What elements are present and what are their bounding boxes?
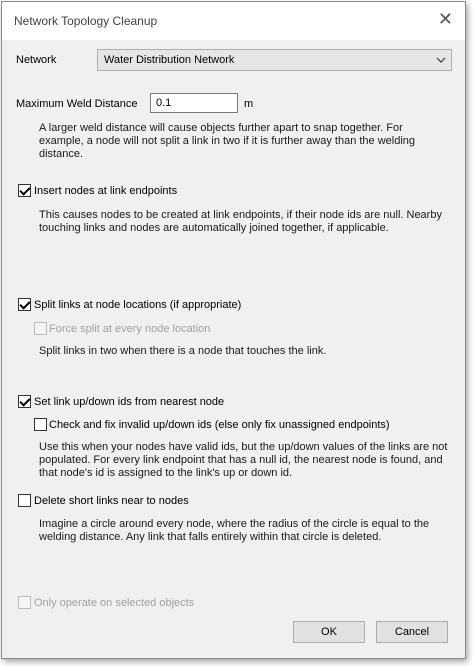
weld-description-line: A larger weld distance will cause objects further apart to snap together. For	[39, 122, 403, 134]
split-links-checkbox[interactable]	[18, 298, 31, 311]
chevron-down-icon	[436, 52, 446, 71]
check-fix-ids-checkbox[interactable]	[34, 418, 47, 431]
split-links-label[interactable]: Split links at node locations (if appropriate)	[34, 299, 242, 311]
insert-nodes-description-line: This causes nodes to be created at link endpoints, if their node ids are null. Nearby	[39, 209, 442, 221]
title-bar	[2, 2, 465, 40]
set-link-ids-description-line: that node's id is assigned to the link's up or down id.	[39, 467, 293, 479]
set-link-ids-label[interactable]: Set link up/down ids from nearest node	[34, 396, 225, 408]
insert-nodes-checkbox[interactable]	[18, 184, 31, 197]
network-dropdown-value: Water Distribution Network	[104, 54, 235, 66]
delete-short-links-checkbox[interactable]	[18, 494, 31, 507]
cancel-button[interactable]: Cancel	[376, 621, 448, 643]
only-selected-label[interactable]: Only operate on selected objects	[34, 597, 195, 609]
weld-description-line: distance.	[39, 148, 84, 160]
force-split-label[interactable]: Force split at every node location	[49, 323, 211, 335]
delete-short-links-description-line: Imagine a circle around every node, where the radius of the circle is equal to the	[39, 518, 430, 530]
delete-short-links-description-line: welding distance. Any link that falls entirely within that circle is deleted.	[39, 531, 382, 543]
force-split-checkbox[interactable]	[34, 322, 47, 335]
weld-description	[39, 122, 415, 161]
delete-short-links-description	[39, 518, 429, 544]
set-link-ids-checkbox[interactable]	[18, 395, 31, 408]
network-label: Network	[16, 54, 57, 66]
insert-nodes-label[interactable]: Insert nodes at link endpoints	[34, 185, 178, 197]
check-fix-ids-label[interactable]: Check and fix invalid up/down ids (else only fix unassigned endpoints)	[49, 419, 390, 431]
weld-distance-label: Maximum Weld Distance	[16, 98, 138, 110]
close-icon[interactable]: ✕	[437, 9, 453, 29]
insert-nodes-description	[39, 209, 442, 235]
network-dropdown[interactable]	[97, 49, 452, 71]
weld-description-line: example, a node will not split a link in two if it is further away than the welding	[39, 135, 416, 147]
only-selected-checkbox[interactable]	[18, 596, 31, 609]
dialog-window	[1, 1, 466, 659]
set-link-ids-description-line: populated. For every link endpoint that has a null id, the nearest node is found, and	[39, 454, 443, 466]
set-link-ids-description-line: Use this when your nodes have valid ids, but the up/down values of the links are not	[39, 441, 448, 453]
split-links-description-line: Split links in two when there is a node that touches the link.	[39, 345, 327, 357]
insert-nodes-description-line: touching links and nodes are automatically joined together, if applicable.	[39, 222, 389, 234]
weld-unit-label: m	[244, 98, 254, 110]
ok-button[interactable]: OK	[293, 621, 365, 643]
delete-short-links-label[interactable]: Delete short links near to nodes	[34, 495, 189, 507]
split-links-description	[39, 345, 326, 358]
set-link-ids-description	[39, 441, 447, 480]
weld-distance-input[interactable]	[150, 93, 238, 113]
dialog-title: Network Topology Cleanup	[14, 14, 158, 28]
